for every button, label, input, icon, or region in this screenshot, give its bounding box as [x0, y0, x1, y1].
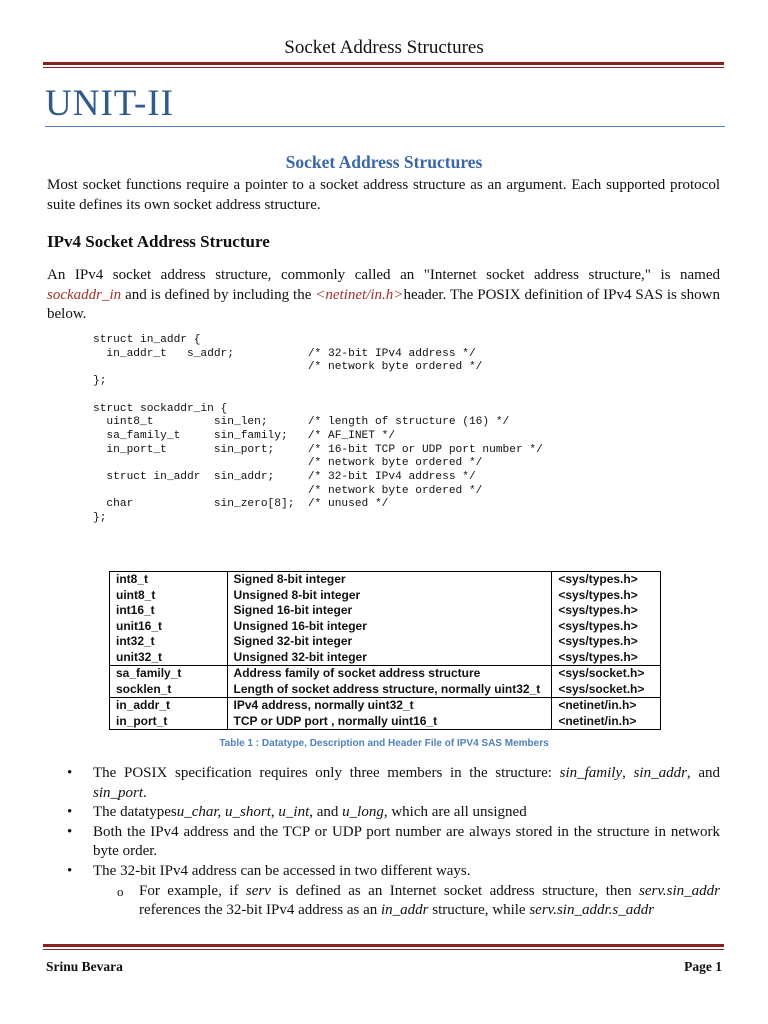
- description-cell: Signed 8-bit integer: [227, 572, 552, 588]
- header-file-cell: <netinet/in.h>: [552, 714, 661, 730]
- struct-name-highlight: sockaddr_in: [47, 286, 122, 303]
- description-cell: IPv4 address, normally uint32_t: [227, 698, 552, 714]
- table-caption: Table 1 : Datatype, Description and Header File of IPV4 SAS Members: [219, 738, 549, 749]
- ipv4-para-text-3: header. The POSIX definition of IPv4 SAS is shown below.: [47, 286, 720, 323]
- table-row: [110, 682, 661, 698]
- table-row: [110, 572, 661, 588]
- header-file-cell: <sys/types.h>: [552, 603, 661, 619]
- list-item: • The datatypesu_char, u_short, u_int, and u_long, which are all unsigned: [47, 803, 720, 823]
- footer-rule-thin: [43, 949, 724, 950]
- type-cell: sa_family_t: [110, 666, 228, 682]
- intro-paragraph: Most socket functions require a pointer to a socket address structure as an argument. Each supported protocol suite defines its own socket address structure.: [47, 177, 720, 213]
- ipv4-para-text-1: An IPv4 socket address structure, commonly called an "Internet socket address structure," is named: [47, 267, 720, 283]
- description-cell: Unsigned 8-bit integer: [227, 588, 552, 604]
- header-file-cell: <sys/types.h>: [552, 619, 661, 635]
- description-cell: Signed 32-bit integer: [227, 634, 552, 650]
- bullet-list: [47, 764, 720, 921]
- description-cell: TCP or UDP port , normally uint16_t: [227, 714, 552, 730]
- header-file-cell: <netinet/in.h>: [552, 698, 661, 714]
- type-cell: unit32_t: [110, 650, 228, 666]
- description-cell: Length of socket address structure, normally uint32_t: [227, 682, 552, 698]
- description-cell: Signed 16-bit integer: [227, 603, 552, 619]
- type-cell: int16_t: [110, 603, 228, 619]
- table-row: [110, 588, 661, 604]
- description-cell: Unsigned 32-bit integer: [227, 650, 552, 666]
- description-cell: Address family of socket address structure: [227, 666, 552, 682]
- sub-list-item: o For example, if serv is defined as an Internet socket address structure, then serv.sin_addr references the 32-bit IPv4 address as an in_addr structure, while serv.sin_addr.s_addr: [47, 882, 720, 921]
- list-item: • Both the IPv4 address and the TCP or UDP port number are always stored in the structure in network byte order.: [47, 823, 720, 862]
- section-title: Socket Address Structures: [285, 152, 483, 172]
- footer-author: Srinu Bevara: [46, 959, 123, 974]
- header-file-cell: <sys/types.h>: [552, 634, 661, 650]
- ipv4-heading: IPv4 Socket Address Structure: [47, 232, 270, 251]
- list-item: • The POSIX specification requires only three members in the structure: sin_family, sin_addr, and sin_port.: [47, 764, 720, 803]
- header-file-highlight: <netinet/in.h>: [315, 286, 404, 303]
- header-file-cell: <sys/socket.h>: [552, 666, 661, 682]
- datatype-table: [109, 571, 661, 730]
- header-rule-thin: [43, 67, 724, 68]
- table-row: [110, 698, 661, 714]
- type-cell: in_addr_t: [110, 698, 228, 714]
- description-cell: Unsigned 16-bit integer: [227, 619, 552, 635]
- unit-title: UNIT-II: [45, 83, 174, 124]
- type-cell: int32_t: [110, 634, 228, 650]
- list-item: • The 32-bit IPv4 address can be accessed in two different ways.: [47, 862, 720, 882]
- type-cell: unit16_t: [110, 619, 228, 635]
- running-header-title: Socket Address Structures: [284, 37, 484, 58]
- header-file-cell: <sys/types.h>: [552, 650, 661, 666]
- type-cell: socklen_t: [110, 682, 228, 698]
- code-block: struct in_addr { in_addr_t s_addr; /* 32-bit IPv4 address */ /* network byte ordered */ }; struct sockaddr_in { uint8_t sin_len; /* length of structure (16) */ sa_family_t sin_family; /* AF_INET */ in_port_t sin_port; /* 16-bit TCP or UDP port number */ /* network byte ordered */ struct in_addr sin_addr; /* 32-bit IPv4 address */ /* network byte ordered */ char sin_zero[8]; /* unused */ };: [93, 334, 543, 525]
- type-cell: uint8_t: [110, 588, 228, 604]
- table-row: [110, 634, 661, 650]
- type-cell: in_port_t: [110, 714, 228, 730]
- ipv4-paragraph: [47, 266, 720, 325]
- header-file-cell: <sys/types.h>: [552, 572, 661, 588]
- table-row: [110, 650, 661, 666]
- footer-page-number: Page 1: [684, 959, 722, 974]
- header-rule-thick: [43, 62, 724, 65]
- header-file-cell: <sys/types.h>: [552, 588, 661, 604]
- type-cell: int8_t: [110, 572, 228, 588]
- footer-rule-thick: [43, 944, 724, 947]
- table-row: [110, 666, 661, 682]
- table-row: [110, 714, 661, 730]
- header-file-cell: <sys/socket.h>: [552, 682, 661, 698]
- table-row: [110, 619, 661, 635]
- unit-title-underline: [45, 126, 725, 127]
- table-row: [110, 603, 661, 619]
- ipv4-para-text-2: and is defined by including the: [121, 286, 316, 303]
